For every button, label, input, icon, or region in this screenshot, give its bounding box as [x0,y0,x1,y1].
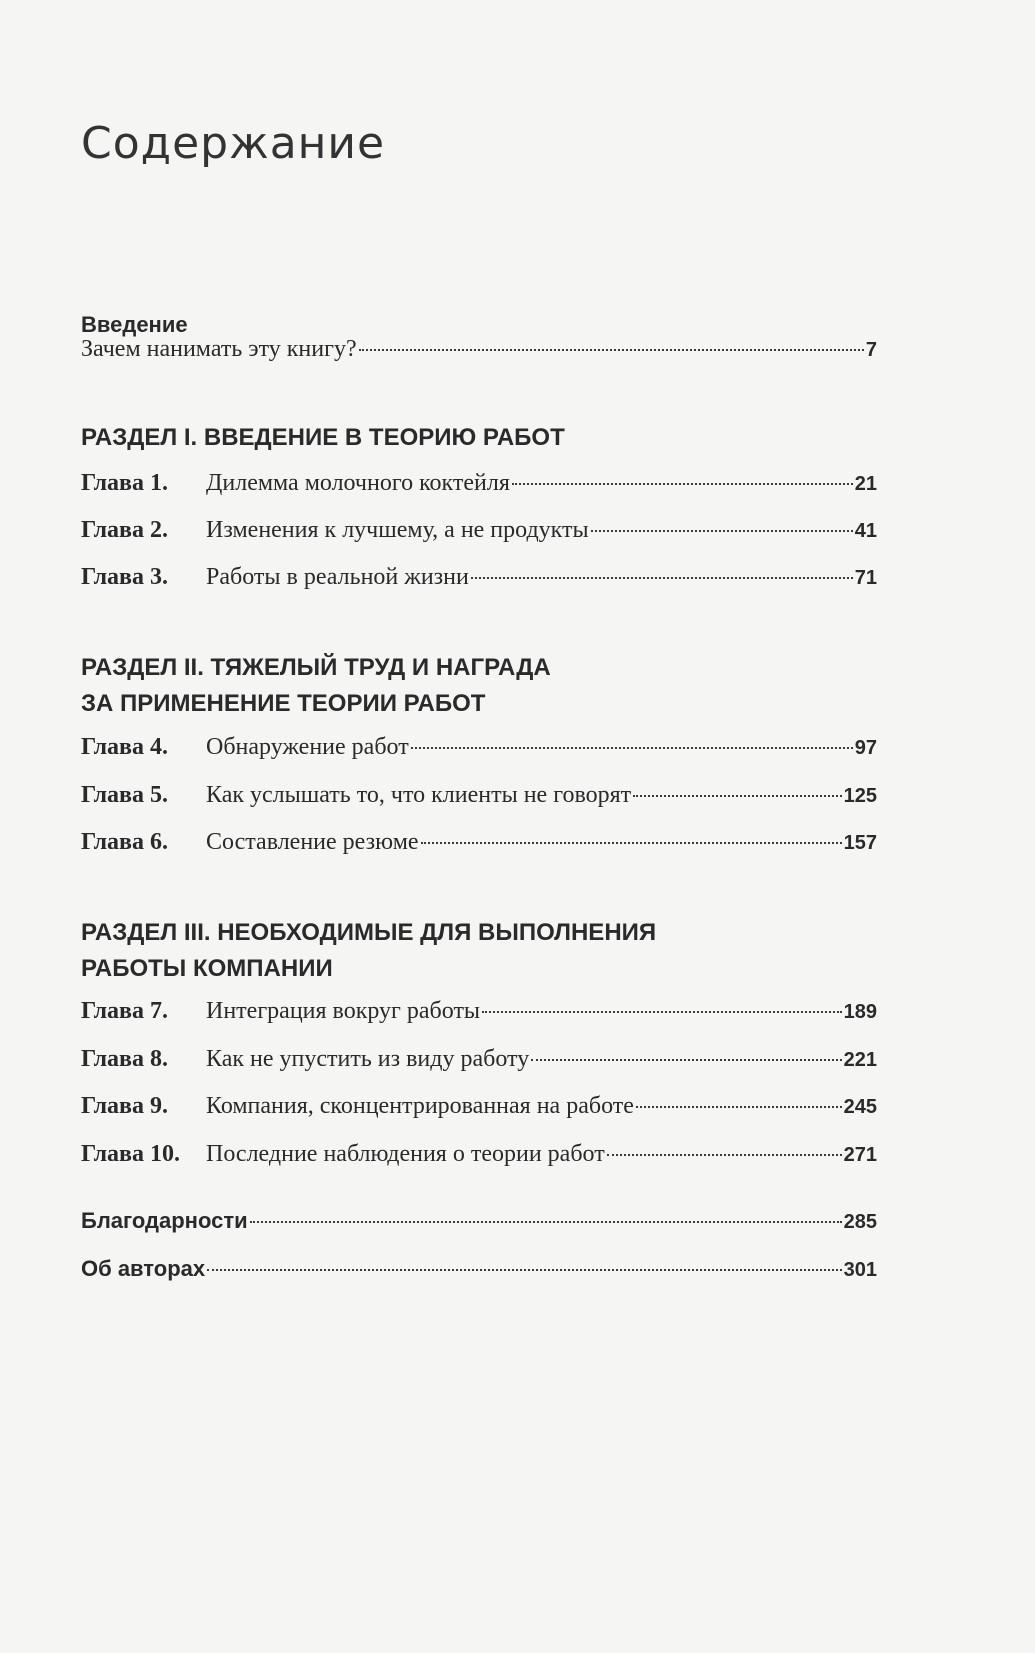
dot-leader [207,1269,842,1271]
toc-page-number: 245 [843,1096,877,1118]
chapter-label: Глава 3. [81,564,168,590]
toc-entry-chapter-5[interactable] [81,782,877,816]
chapter-label: Глава 1. [81,470,168,496]
chapter-label: Глава 5. [81,782,168,808]
dot-leader [633,795,841,797]
section-3-heading [81,915,841,987]
chapter-title: Как услышать то, что клиенты не говорят [206,782,632,808]
toc-page-number: 271 [843,1144,877,1166]
toc-entry-chapter-10[interactable] [81,1141,877,1175]
dot-leader [250,1221,842,1223]
section-3-heading-line-2: РАБОТЫ КОМПАНИИ [81,955,333,982]
toc-entry-chapter-6[interactable] [81,829,877,863]
toc-page-number: 71 [854,567,877,589]
chapter-label: Глава 2. [81,517,168,543]
back-matter-title: Благодарности [81,1208,248,1233]
section-1-heading-line: РАЗДЕЛ I. ВВЕДЕНИЕ В ТЕОРИЮ РАБОТ [81,424,565,451]
chapter-title: Компания, сконцентрированная на работе [206,1093,634,1119]
chapter-label: Глава 4. [81,734,168,760]
toc-entry-chapter-8[interactable] [81,1046,877,1080]
dot-leader [636,1106,842,1108]
chapter-title: Обнаружение работ [206,734,409,760]
section-3-heading-line-1: РАЗДЕЛ III. НЕОБХОДИМЫЕ ДЛЯ ВЫПОЛНЕНИЯ [81,919,657,946]
page-title: Содержание [81,118,386,169]
chapter-label: Глава 7. [81,998,168,1024]
section-2-heading [81,650,841,722]
toc-entry-chapter-1[interactable] [81,470,877,504]
chapter-label: Глава 6. [81,829,168,855]
toc-entry-title: Зачем нанимать эту книгу? [81,336,357,362]
dot-leader [411,747,853,749]
dot-leader [591,530,853,532]
chapter-label: Глава 10. [81,1141,180,1167]
toc-page-number: 301 [843,1259,877,1281]
chapter-title: Как не упустить из виду работу [206,1046,530,1072]
dot-leader [607,1154,842,1156]
chapter-title: Последние наблюдения о теории работ [206,1141,605,1167]
dot-leader [482,1011,842,1013]
chapter-title: Работы в реальной жизни [206,564,469,590]
toc-page-number: 285 [843,1211,877,1233]
toc-entry-about-authors[interactable] [81,1256,877,1290]
dot-leader [359,349,864,351]
section-2-heading-line-1: РАЗДЕЛ II. ТЯЖЕЛЫЙ ТРУД И НАГРАДА [81,654,551,681]
intro-heading: Введение [81,312,188,337]
toc-page-number: 221 [843,1049,877,1071]
toc-page-number: 97 [854,737,877,759]
toc-entry-intro[interactable] [81,336,877,370]
dot-leader [531,1059,841,1061]
toc-page-number: 189 [843,1001,877,1023]
toc-entry-acknowledgements[interactable] [81,1208,877,1242]
chapter-label: Глава 9. [81,1093,168,1119]
toc-entry-chapter-3[interactable] [81,564,877,598]
toc-page-number: 21 [854,473,877,495]
chapter-title: Составление резюме [206,829,419,855]
toc-page-number: 41 [854,520,877,542]
toc-entry-chapter-4[interactable] [81,734,877,768]
toc-entry-chapter-9[interactable] [81,1093,877,1127]
chapter-title: Дилемма молочного коктейля [206,470,510,496]
toc-page-number: 125 [843,785,877,807]
dot-leader [512,483,853,485]
dot-leader [471,577,853,579]
chapter-title: Изменения к лучшему, а не продукты [206,517,589,543]
chapter-title: Интеграция вокруг работы [206,998,481,1024]
toc-page-number: 157 [843,832,877,854]
back-matter-title: Об авторах [81,1256,206,1281]
section-2-heading-line-2: ЗА ПРИМЕНЕНИЕ ТЕОРИИ РАБОТ [81,690,486,717]
toc-page-number: 7 [865,339,877,361]
dot-leader [421,842,842,844]
toc-entry-chapter-2[interactable] [81,517,877,551]
section-1-heading [81,420,841,456]
chapter-label: Глава 8. [81,1046,168,1072]
toc-entry-chapter-7[interactable] [81,998,877,1032]
